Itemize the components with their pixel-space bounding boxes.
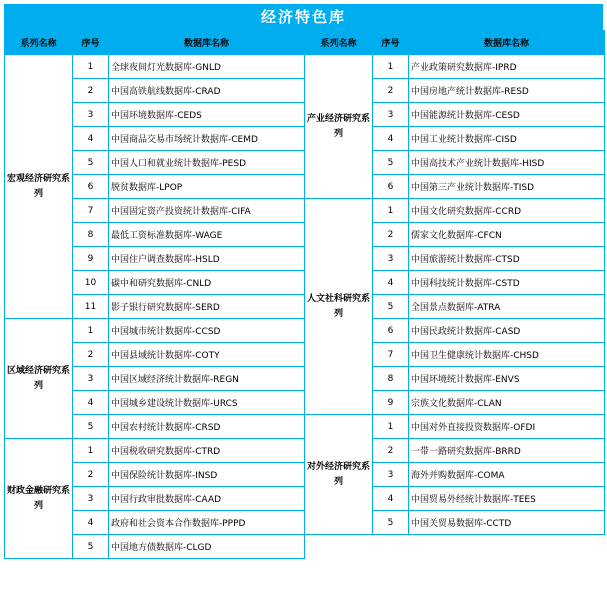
- col-header-dbname-left: 数据库名称: [109, 31, 305, 55]
- database-name-left: 中国地方债数据库-CLGD: [109, 535, 305, 559]
- row-index-right: 4: [373, 127, 409, 151]
- row-index-right: 5: [373, 295, 409, 319]
- row-index-right: 6: [373, 175, 409, 199]
- row-index-left: 4: [73, 511, 109, 535]
- col-header-index-right: 序号: [373, 31, 409, 55]
- row-index-right: 3: [373, 103, 409, 127]
- row-index-left: 2: [73, 79, 109, 103]
- database-name-left: 最低工资标准数据库-WAGE: [109, 223, 305, 247]
- row-index-left: 7: [73, 199, 109, 223]
- database-name-left: 脱贫数据库-LPOP: [109, 175, 305, 199]
- database-name-right: 中国旅游统计数据库-CTSD: [409, 247, 605, 271]
- table-row: [5, 415, 605, 439]
- col-header-index-left: 序号: [73, 31, 109, 55]
- database-name-left: 中国农村统计数据库-CRSD: [109, 415, 305, 439]
- database-name-right: 海外并购数据库-COMA: [409, 463, 605, 487]
- database-name-right: 中国文化研究数据库-CCRD: [409, 199, 605, 223]
- database-name-right: 中国工业统计数据库-CISD: [409, 127, 605, 151]
- row-index-left: 2: [73, 343, 109, 367]
- row-index-left: 3: [73, 487, 109, 511]
- database-name-right: 中国环境统计数据库-ENVS: [409, 367, 605, 391]
- category-cell-left: 区域经济研究系列: [5, 319, 73, 439]
- database-name-left: 中国县域统计数据库-COTY: [109, 343, 305, 367]
- database-name-left: 政府和社会资本合作数据库-PPPD: [109, 511, 305, 535]
- category-cell-right: 人文社科研究系列: [305, 199, 373, 415]
- row-index-left: 1: [73, 439, 109, 463]
- database-name-left: 中国商品交易市场统计数据库-CEMD: [109, 127, 305, 151]
- database-name-left: 中国区域经济统计数据库-REGN: [109, 367, 305, 391]
- database-table: [4, 30, 605, 559]
- database-name-right: 产业政策研究数据库-IPRD: [409, 55, 605, 79]
- database-name-right: 中国卫生健康统计数据库-CHSD: [409, 343, 605, 367]
- row-index-left: 2: [73, 463, 109, 487]
- database-name-right: 中国民政统计数据库-CASD: [409, 319, 605, 343]
- database-name-left: 中国城乡建设统计数据库-URCS: [109, 391, 305, 415]
- row-index-left: 11: [73, 295, 109, 319]
- database-name-left: 影子银行研究数据库-SERD: [109, 295, 305, 319]
- database-name-left: 中国人口和就业统计数据库-PESD: [109, 151, 305, 175]
- database-name-left: 碳中和研究数据库-CNLD: [109, 271, 305, 295]
- row-index-left: 6: [73, 175, 109, 199]
- database-name-left: 中国税收研究数据库-CTRD: [109, 439, 305, 463]
- row-index-right: 9: [373, 391, 409, 415]
- row-index-right: 1: [373, 199, 409, 223]
- database-name-left: 中国环境数据库-CEDS: [109, 103, 305, 127]
- database-name-right: 儒家文化数据库-CFCN: [409, 223, 605, 247]
- row-index-left: 5: [73, 535, 109, 559]
- database-name-left: 中国保险统计数据库-INSD: [109, 463, 305, 487]
- row-index-left: 1: [73, 55, 109, 79]
- database-name-right: 中国关贸易数据库-CCTD: [409, 511, 605, 535]
- row-index-right: 2: [373, 223, 409, 247]
- row-index-right: 8: [373, 367, 409, 391]
- database-name-right: 中国高技术产业统计数据库-HISD: [409, 151, 605, 175]
- row-index-left: 4: [73, 391, 109, 415]
- category-cell-left: 宏观经济研究系列: [5, 55, 73, 319]
- col-header-category-left: 系列名称: [5, 31, 73, 55]
- row-index-left: 10: [73, 271, 109, 295]
- database-name-right: 一带一路研究数据库-BRRD: [409, 439, 605, 463]
- database-name-left: 全球夜间灯光数据库-GNLD: [109, 55, 305, 79]
- database-name-left: 中国高铁航线数据库-CRAD: [109, 79, 305, 103]
- page-title: 经济特色库: [4, 4, 603, 30]
- database-name-left: 中国城市统计数据库-CCSD: [109, 319, 305, 343]
- category-cell-right: 对外经济研究系列: [305, 415, 373, 535]
- row-index-left: 5: [73, 151, 109, 175]
- row-index-right: 5: [373, 511, 409, 535]
- database-name-right: 中国贸易外经统计数据库-TEES: [409, 487, 605, 511]
- row-index-right: 4: [373, 487, 409, 511]
- row-index-right: 6: [373, 319, 409, 343]
- category-cell-left: 财政金融研究系列: [5, 439, 73, 559]
- row-index-right: 1: [373, 55, 409, 79]
- col-header-category-right: 系列名称: [305, 31, 373, 55]
- row-index-left: 3: [73, 103, 109, 127]
- table-body: [5, 55, 605, 559]
- database-name-left: 中国行政审批数据库-CAAD: [109, 487, 305, 511]
- row-index-left: 3: [73, 367, 109, 391]
- database-name-right: 中国第三产业统计数据库-TISD: [409, 175, 605, 199]
- row-index-right: 7: [373, 343, 409, 367]
- database-name-right: 宗族文化数据库-CLAN: [409, 391, 605, 415]
- col-header-dbname-right: 数据库名称: [409, 31, 605, 55]
- row-index-left: 1: [73, 319, 109, 343]
- database-name-left: 中国住户调查数据库-HSLD: [109, 247, 305, 271]
- database-name-right: 中国房地产统计数据库-RESD: [409, 79, 605, 103]
- database-name-right: 中国科技统计数据库-CSTD: [409, 271, 605, 295]
- row-index-right: 1: [373, 415, 409, 439]
- row-index-right: 5: [373, 151, 409, 175]
- database-name-left: 中国固定资产投资统计数据库-CIFA: [109, 199, 305, 223]
- row-index-left: 5: [73, 415, 109, 439]
- table-row: [5, 55, 605, 79]
- table-row: [5, 199, 605, 223]
- row-index-left: 8: [73, 223, 109, 247]
- table-row: [5, 535, 605, 559]
- row-index-left: 4: [73, 127, 109, 151]
- category-cell-right: 产业经济研究系列: [305, 55, 373, 199]
- database-name-right: 全国景点数据库-ATRA: [409, 295, 605, 319]
- row-index-right: 4: [373, 271, 409, 295]
- row-index-right: 2: [373, 439, 409, 463]
- row-index-left: 9: [73, 247, 109, 271]
- row-index-right: 3: [373, 247, 409, 271]
- database-name-right: 中国对外直接投资数据库-OFDI: [409, 415, 605, 439]
- row-index-right: 3: [373, 463, 409, 487]
- table-header: [5, 31, 605, 55]
- database-name-right: 中国能源统计数据库-CESD: [409, 103, 605, 127]
- row-index-right: 2: [373, 79, 409, 103]
